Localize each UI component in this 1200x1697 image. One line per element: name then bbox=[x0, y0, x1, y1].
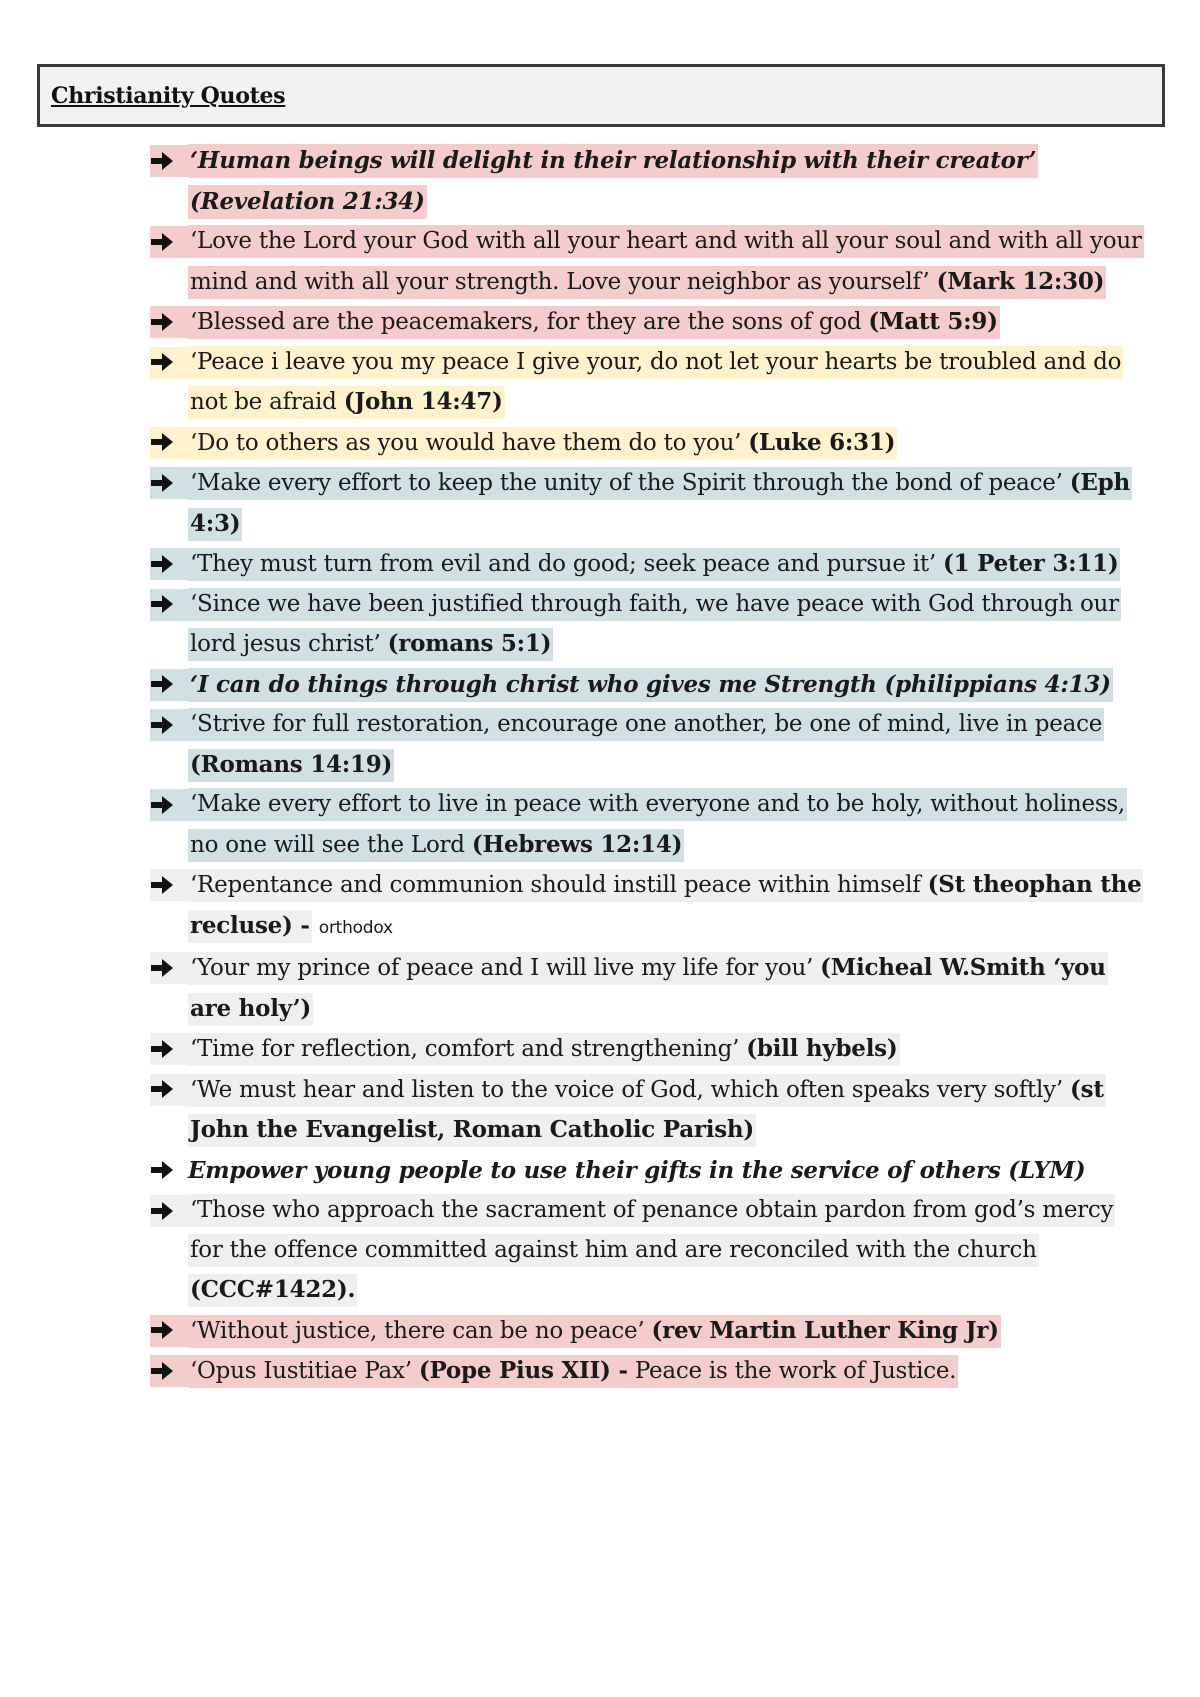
quote-reference: (Romans 14:19) bbox=[190, 750, 393, 778]
quote-reference: (Micheal W.Smith ‘you are holy’) bbox=[190, 954, 1106, 1022]
quote-item bbox=[150, 463, 1150, 544]
quote-text: ‘They must turn from evil and do good; seek peace and pursue it’ bbox=[190, 551, 936, 577]
quote-item bbox=[150, 1070, 1150, 1151]
quote-text: ‘Human beings will delight in their relationship with their creator’ (Revelation 21:34) bbox=[188, 144, 1038, 219]
quote-text: ‘Make every effort to keep the unity of the Spirit through the bond of peace’ bbox=[190, 470, 1063, 496]
quote-reference: (rev Martin Luther King Jr) bbox=[651, 1316, 999, 1344]
arrow-bullet-icon bbox=[150, 1029, 186, 1069]
quote-reference: (Mark 12:30) bbox=[936, 267, 1105, 295]
quote-item bbox=[150, 423, 1150, 464]
quote-text: ‘Without justice, there can be no peace’ bbox=[190, 1317, 645, 1344]
quote-item bbox=[150, 302, 1150, 343]
quote-text: ‘Make every effort to live in peace with everyone and to be holy, without holiness, no one will see the Lord bbox=[190, 791, 1125, 858]
quote-item bbox=[150, 585, 1150, 665]
quote-item bbox=[150, 665, 1150, 706]
arrow-bullet-icon bbox=[150, 948, 186, 988]
quote-text: ‘I can do things through christ who gives me Strength (philippians 4:13) bbox=[188, 668, 1113, 702]
quote-text: ‘Peace i leave you my peace I give your, do not let your hearts be troubled and do not be afraid bbox=[190, 348, 1122, 415]
quote-text: ‘Since we have been justified through faith, we have peace with God through our lord jesus christ’ bbox=[190, 590, 1119, 657]
quote-text: ‘Opus Iustitiae Pax’ bbox=[190, 1358, 412, 1384]
quote-list bbox=[150, 141, 1150, 1392]
quote-reference: (Pope Pius XII) - bbox=[418, 1357, 628, 1384]
quote-text: ‘Repentance and communion should instill peace within himself bbox=[190, 872, 921, 898]
quote-item bbox=[150, 1029, 1150, 1070]
arrow-bullet-icon bbox=[150, 423, 186, 463]
arrow-bullet-icon bbox=[150, 865, 186, 905]
quote-item bbox=[150, 343, 1150, 423]
arrow-bullet-icon bbox=[150, 1191, 186, 1231]
quote-reference: (CCC#1422). bbox=[190, 1276, 356, 1303]
quote-item bbox=[150, 865, 1150, 948]
quote-item bbox=[150, 705, 1150, 785]
quote-reference: (Luke 6:31) bbox=[748, 428, 896, 456]
quote-text: ‘Love the Lord your God with all your heart and with all your soul and with all your mind and with all your strength. Love your neighbor as yourself’ bbox=[190, 228, 1142, 295]
arrow-bullet-icon bbox=[150, 343, 186, 383]
arrow-bullet-icon bbox=[150, 544, 186, 584]
quote-reference: (romans 5:1) bbox=[387, 630, 552, 657]
quote-tail: Peace is the work of Justice. bbox=[634, 1358, 957, 1384]
quote-item bbox=[150, 1351, 1150, 1392]
quote-reference: (Eph 4:3) bbox=[190, 469, 1130, 537]
arrow-bullet-icon bbox=[150, 785, 186, 825]
arrow-bullet-icon bbox=[150, 705, 186, 745]
quote-reference: (Hebrews 12:14) bbox=[471, 830, 683, 858]
quote-text: ‘Strive for full restoration, encourage one another, be one of mind, live in peace bbox=[190, 711, 1103, 737]
quote-note: orthodox bbox=[318, 917, 393, 938]
quote-text: ‘Do to others as you would have them do to you’ bbox=[190, 429, 742, 456]
quote-item bbox=[150, 1311, 1150, 1352]
quote-item bbox=[150, 948, 1150, 1029]
quote-text: ‘Those who approach the sacrament of penance obtain pardon from god’s mercy for the offence committed against him and are reconciled with the church bbox=[190, 1197, 1114, 1263]
arrow-bullet-icon bbox=[150, 665, 186, 705]
arrow-bullet-icon bbox=[150, 141, 186, 181]
quote-reference: (Matt 5:9) bbox=[868, 308, 998, 335]
quote-reference: (John 14:47) bbox=[343, 388, 503, 415]
arrow-bullet-icon bbox=[150, 1151, 186, 1191]
quote-reference: (St theophan the recluse) - bbox=[190, 871, 1142, 939]
arrow-bullet-icon bbox=[150, 1070, 186, 1110]
arrow-bullet-icon bbox=[150, 302, 186, 342]
quote-text: ‘Blessed are the peacemakers, for they are the sons of god bbox=[190, 309, 862, 335]
quote-reference: (1 Peter 3:11) bbox=[943, 550, 1119, 577]
quote-item bbox=[150, 544, 1150, 585]
quote-item bbox=[150, 1151, 1150, 1192]
arrow-bullet-icon bbox=[150, 222, 186, 262]
arrow-bullet-icon bbox=[150, 1351, 186, 1391]
quote-item bbox=[150, 222, 1150, 302]
quote-item bbox=[150, 785, 1150, 865]
quote-reference: (bill hybels) bbox=[746, 1035, 898, 1062]
quote-text: ‘We must hear and listen to the voice of God, which often speaks very softly’ bbox=[190, 1076, 1063, 1103]
page-title: Christianity Quotes bbox=[51, 83, 286, 109]
quote-reference: (st John the Evangelist, Roman Catholic Parish) bbox=[190, 1075, 1104, 1143]
arrow-bullet-icon bbox=[150, 1311, 186, 1351]
quote-item bbox=[150, 1191, 1150, 1311]
quote-item bbox=[150, 141, 1150, 222]
quote-text: ‘Your my prince of peace and I will live my life for you’ bbox=[190, 955, 814, 981]
title-box bbox=[37, 64, 1165, 127]
quote-text: Empower young people to use their gifts in the service of others (LYM) bbox=[188, 1156, 1086, 1184]
quote-text: ‘Time for reflection, comfort and strengthening’ bbox=[190, 1036, 740, 1062]
arrow-bullet-icon bbox=[150, 585, 186, 625]
arrow-bullet-icon bbox=[150, 463, 186, 503]
